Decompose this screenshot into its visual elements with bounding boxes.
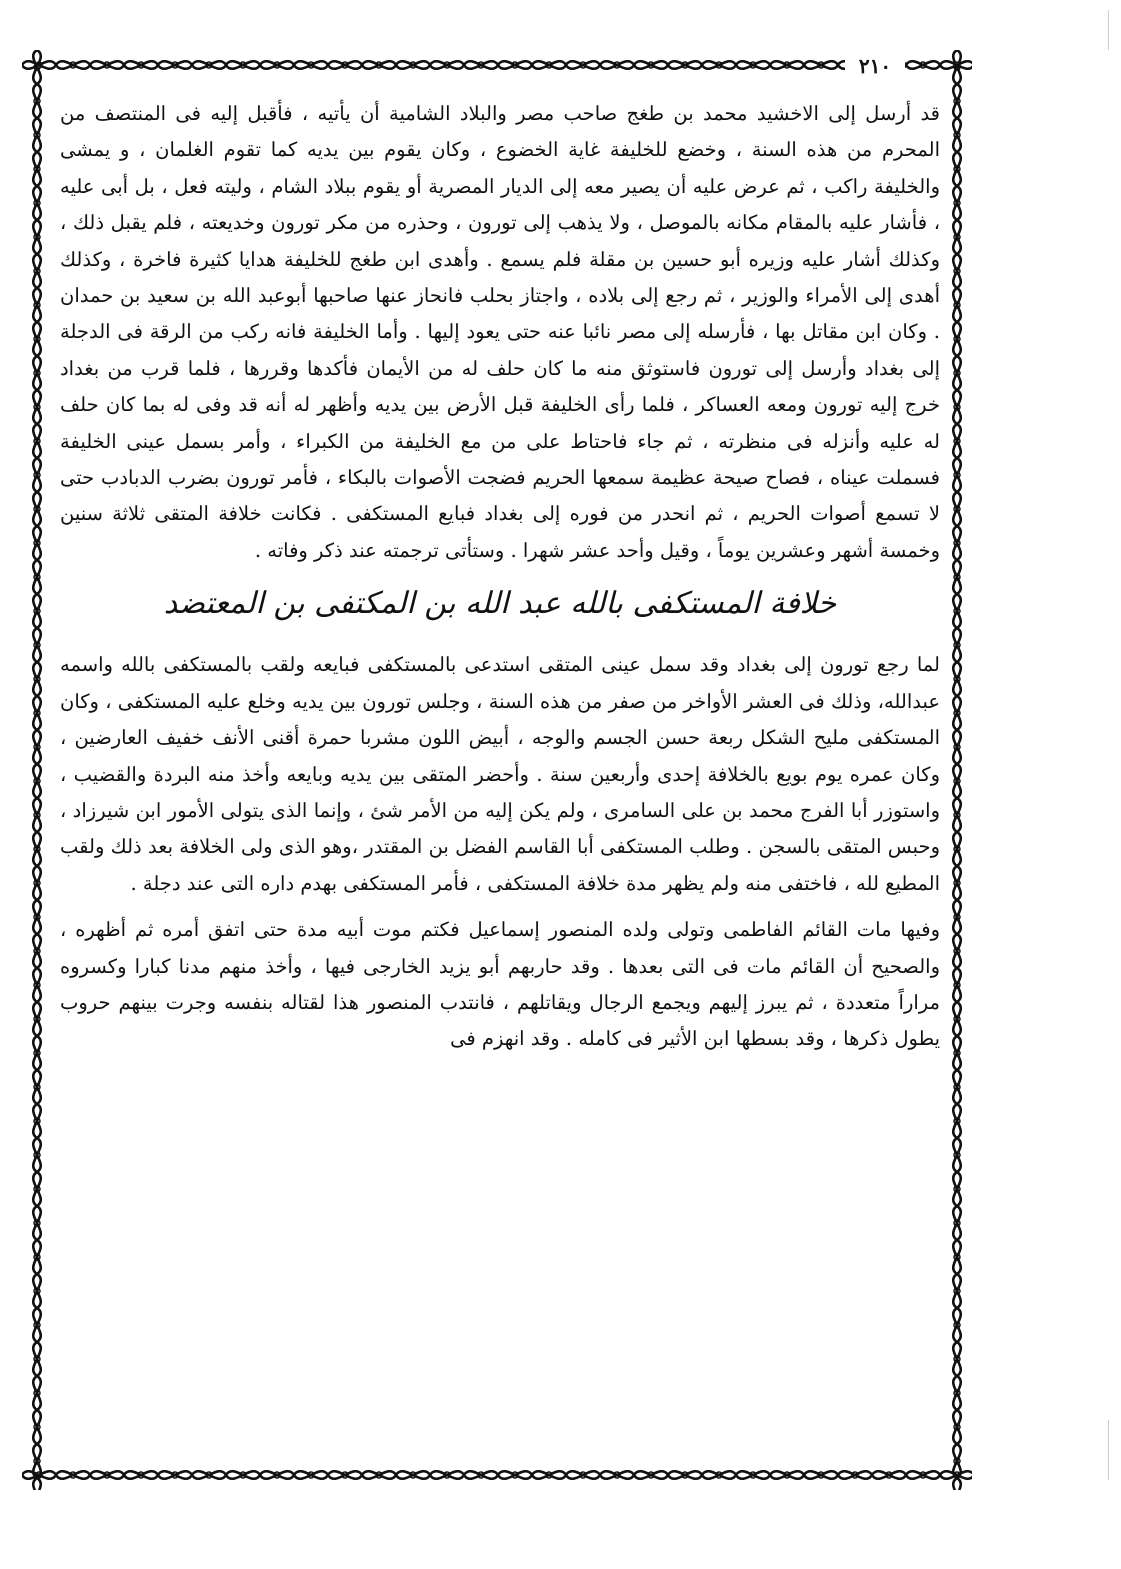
border-top bbox=[22, 50, 972, 80]
scan-edge-mark bbox=[1108, 10, 1109, 50]
section-heading: خلافة المستكفى بالله عبد الله بن المكتفى بن المعتضد bbox=[163, 586, 837, 622]
page-body bbox=[60, 96, 940, 1058]
page-number: ٢١٠ bbox=[845, 54, 905, 78]
paragraph-3: وفيها مات القائم الفاطمى وتولى ولده المنصور إسماعيل فكتم موت أبيه مدة حتى اتفق أمره ثم أظهره ، والصحيح أن القائم مات فى التى بعدها . وقد حاربهم أبو يزيد الخارجى فيها ، وأخذ منهم مدنا كبارا وكسروه مراراً متعددة ، ثم يبرز إليهم ويجمع الرجال ويقاتلهم ، فانتدب المنصور هذا لقتاله بنفسه وجرت بينهم حروب يطول ذكرها ، وقد بسطها ابن الأثير فى كامله . وقد انهزم فى bbox=[60, 918, 940, 1051]
paragraph-1: قد أرسل إلى الاخشيد محمد بن طغج صاحب مصر والبلاد الشامية أن يأتيه ، فأقبل إليه فى المنتصف من المحرم من هذه السنة ، وخضع للخليفة غاية الخضوع ، وكان يقوم بين يديه كما تقوم الغلمان ، و يمشى والخليفة راكب ، ثم عرض عليه أن يصير معه إلى الديار المصرية أو يقوم ببلاد الشام ، وليته فعل ، بل أبى عليه ، فأشار عليه بالمقام مكانه بالموصل ، ولا يذهب إلى تورون ، وحذره من مكر تورون وخديعته ، فلم يقبل ذلك ، وكذلك أشار عليه وزيره أبو حسين بن مقلة فلم يسمع . وأهدى ابن طغج للخليفة هدايا كثيرة فاخرة ، وكذلك أهدى إلى الأمراء والوزير ، ثم رجع إلى بلاده ، واجتاز بحلب فانحاز عنها صاحبها أبوعبد الله بن سعيد بن حمدان . وكان ابن مقاتل بها ، فأرسله إلى مصر نائبا عنه حتى يعود إليها . وأما الخليفة فانه ركب من الرقة فى الدجلة إلى بغداد وأرسل إلى تورون فاستوثق منه ما كان حلف له من الأيمان فأكدها وقررها ، فلما قرب من بغداد خرج إليه تورون ومعه العساكر ، فلما رأى الخليفة قبل الأرض بين يديه وأظهر له أنه قد وفى له بما كان حلف له عليه وأنزله فى منظرته ، ثم جاء فاحتاط على من مع الخليفة من الكبراء ، وأمر بسمل عينى الخليفة فسملت عيناه ، فصاح صيحة عظيمة سمعها الحريم فضجت الأصوات بالبكاء ، فأمر تورون بضرب الدبادب حتى لا تسمع أصوات الحريم ، ثم انحدر من فوره إلى بغداد فبايع المستكفى . فكانت خلافة المتقى ثلاثة سنين وخمسة أشهر وعشرين يوماً ، وقيل وأحد عشر شهرا . وستأتى ترجمته عند ذكر وفاته . bbox=[60, 102, 941, 562]
chain-pattern-left bbox=[22, 50, 52, 1490]
border-bottom bbox=[22, 1460, 972, 1490]
chain-pattern-right bbox=[942, 50, 972, 1490]
scan-edge-mark bbox=[1108, 1420, 1109, 1480]
border-left bbox=[22, 50, 52, 1490]
paragraph-2: لما رجع تورون إلى بغداد وقد سمل عينى المتقى استدعى بالمستكفى فبايعه ولقب بالمستكفى بالله واسمه عبدالله، وذلك فى العشر الأواخر من صفر من هذه السنة ، وجلس تورون بين يديه وخلع عليه المستكفى ، وكان المستكفى مليح الشكل ربعة حسن الجسم والوجه ، أبيض اللون مشربا حمرة أقنى الأنف خفيف العارضين ، وكان عمره يوم بويع بالخلافة إحدى وأربعين سنة . وأحضر المتقى بين يديه وبايعه وأخذ منه البردة والقضيب ، واستوزر أبا الفرج محمد بن على السامرى ، ولم يكن إليه من الأمر شئ ، وإنما الذى يتولى الأمور ابن شيرزاد ، وحبس المتقى بالسجن . وطلب المستكفى أبا القاسم الفضل بن المقتدر ،وهو الذى ولى الخلافة بعد ذلك ولقب المطيع لله ، فاختفى منه ولم يظهر مدة خلافة المستكفى ، فأمر المستكفى بهدم داره التى عند دجلة . bbox=[60, 653, 940, 895]
chain-pattern-top bbox=[22, 50, 972, 80]
border-right bbox=[942, 50, 972, 1490]
chain-pattern-bottom bbox=[22, 1460, 972, 1490]
